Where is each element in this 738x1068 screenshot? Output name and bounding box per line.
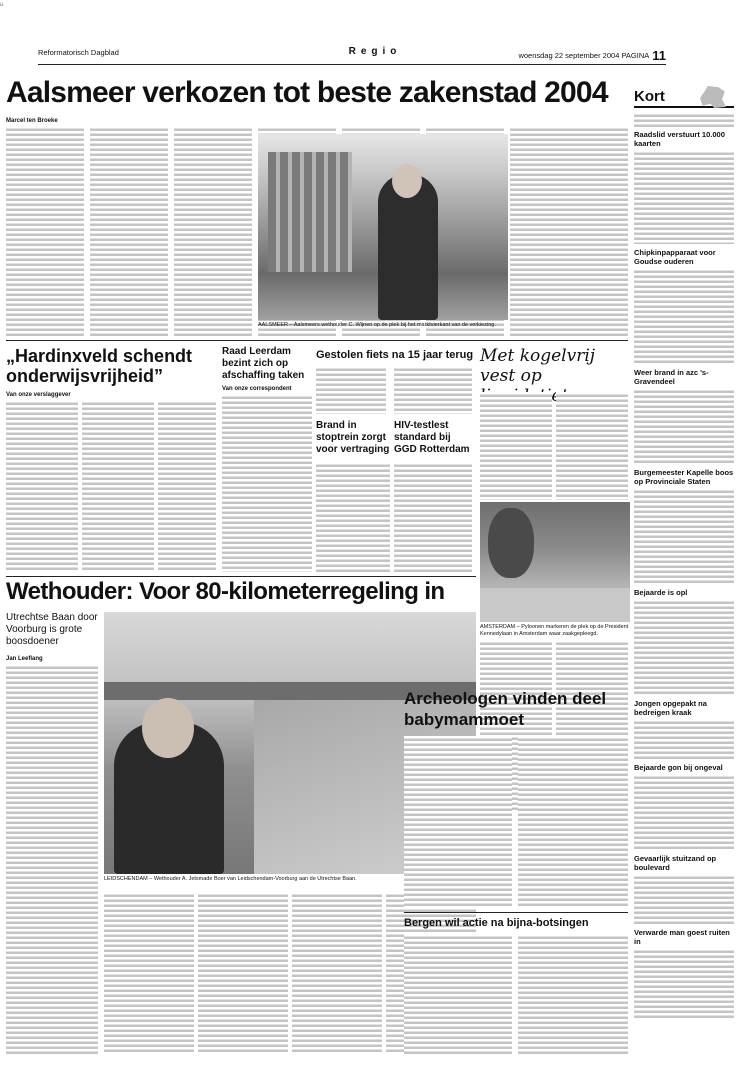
lead-headline: Aalsmeer verkozen tot beste zakenstad 2004 — [6, 76, 608, 109]
wethouder-headline: Wethouder: Voor 80-kilometerregeling in — [6, 578, 445, 605]
photo-building — [268, 152, 352, 272]
wethouder-col-4 — [292, 892, 382, 1054]
kort-headline: Weer brand in azc 's-Gravendeel — [634, 368, 709, 386]
brand-headline: Brand in stoptrein zorgt voor vertraging — [316, 420, 390, 455]
wethouder-col-3 — [198, 892, 288, 1054]
hardinxveld-col-1 — [6, 400, 78, 572]
hiv-headline: HIV-testlest standard bij GGD Rotterdam — [394, 420, 470, 455]
archeologen-col-1 — [404, 736, 512, 908]
kogelvrij-col-2 — [556, 392, 628, 500]
kort-body — [634, 488, 734, 584]
kort-label-box — [634, 88, 734, 108]
kort-headline: Bejaarde gon bij ongeval — [634, 763, 723, 772]
mid-rule — [6, 576, 476, 577]
bergen-rule — [404, 912, 628, 913]
hiv-col-1 — [394, 462, 472, 572]
hardinxveld-headline: „Hardinxveld schendt onderwijsvrijheid” — [6, 346, 193, 386]
corner-mark: ii — [0, 2, 4, 8]
kort-headline: Jongen opgepakt na bedreigen kraak — [634, 699, 707, 717]
bergen-headline: Bergen wil actie na bijna-botsingen — [404, 917, 589, 929]
gestolen-headline: Gestolen fiets na 15 jaar terug — [316, 349, 474, 361]
kort-headline: Verwarde man goest ruiten in — [634, 928, 730, 946]
kort-body — [634, 719, 734, 759]
brand-col-1 — [316, 462, 390, 572]
kort-headline: Gevaarlijk stuitzand op boulevard — [634, 854, 717, 872]
lead-byline: Marcel ten Broeke — [6, 118, 58, 124]
lead-intro-column — [6, 126, 84, 336]
kogelvrij-photo — [480, 502, 630, 622]
leerdam-headline: Raad Leerdam bezint zich op afschaffing taken — [222, 346, 305, 381]
kort-body — [634, 774, 734, 850]
kort-label: Kort — [634, 88, 665, 105]
lead-column-7 — [510, 126, 628, 336]
kort-headline: Bejaarde is opl — [634, 588, 688, 597]
kort-column — [634, 88, 734, 1068]
lead-column-2 — [90, 126, 168, 336]
leerdam-byline: Van onze correspondent — [222, 386, 292, 392]
gestolen-col-1 — [316, 366, 386, 414]
kort-headline: Chipkinpapparaat voor Goudse ouderen — [634, 248, 716, 266]
kort-body — [634, 268, 734, 364]
folio-date-text: woensdag 22 september 2004 — [518, 51, 620, 60]
kort-gap-1 — [634, 112, 734, 128]
archeologen-col-2 — [518, 736, 628, 908]
kort-headline: Burgemeester Kapelle boos op Provinciale Staten — [634, 468, 734, 486]
hardinxveld-byline: Van onze verslaggever — [6, 392, 71, 398]
folio-publication: Reformatorisch Dagblad — [38, 48, 119, 57]
wethouder-subhead: Utrechtse Baan door Voorburg is grote boosdoener — [6, 612, 98, 647]
kort-body — [634, 388, 734, 464]
kort-body — [634, 948, 734, 1018]
wethouder-caption: LEIDSCHENDAM – Wethouder A. Jetsmade Boer van Leidschendam-Voorburg aan de Utrechtse Baan. — [104, 876, 357, 882]
folio-date — [518, 48, 666, 62]
folio-page-label: PAGINA — [621, 51, 650, 60]
lead-rule — [6, 340, 628, 341]
wethouder-col-2 — [104, 892, 194, 1054]
photo-wethouder-face — [142, 698, 194, 758]
kogelvrij-headline: Met kogelvrij vest op — [480, 346, 596, 386]
archeologen-headline: Archeologen vinden deel babymammoet — [404, 689, 607, 729]
lead-column-3 — [174, 126, 252, 336]
photo-tree — [488, 508, 534, 578]
wethouder-col-1 — [6, 664, 98, 1054]
gestolen-col-2 — [394, 366, 472, 414]
folio-page-number: 11 — [652, 48, 666, 63]
leerdam-col-1 — [222, 394, 312, 572]
lead-photo — [258, 134, 508, 320]
hardinxveld-col-3 — [158, 400, 216, 572]
kogelvrij-col-1 — [480, 392, 552, 500]
wethouder-byline: Jan Leeflang — [6, 656, 43, 662]
kort-headline: Raadslid verstuurt 10.000 kaarten — [634, 130, 725, 148]
lead-caption: AALSMEER – Aalsmeers wethouder C. Wijnen op de plek bij het marktvierkant van de verkiezing. — [258, 322, 496, 328]
bergen-col-2 — [518, 934, 628, 1054]
kogelvrij-caption: AMSTERDAM – Pyloonen markeren de plek op de President Kennedylaan in Amsterdam waar zaakgepleegd. — [480, 624, 629, 637]
kort-body — [634, 874, 734, 924]
folio-rule — [38, 64, 666, 65]
kort-body — [634, 150, 734, 244]
hardinxveld-col-2 — [82, 400, 154, 572]
folio-section: Regio — [348, 46, 402, 57]
kort-body — [634, 599, 734, 695]
photo-person-head — [392, 164, 422, 198]
photo-road — [480, 588, 630, 622]
bergen-col-1 — [404, 934, 512, 1054]
